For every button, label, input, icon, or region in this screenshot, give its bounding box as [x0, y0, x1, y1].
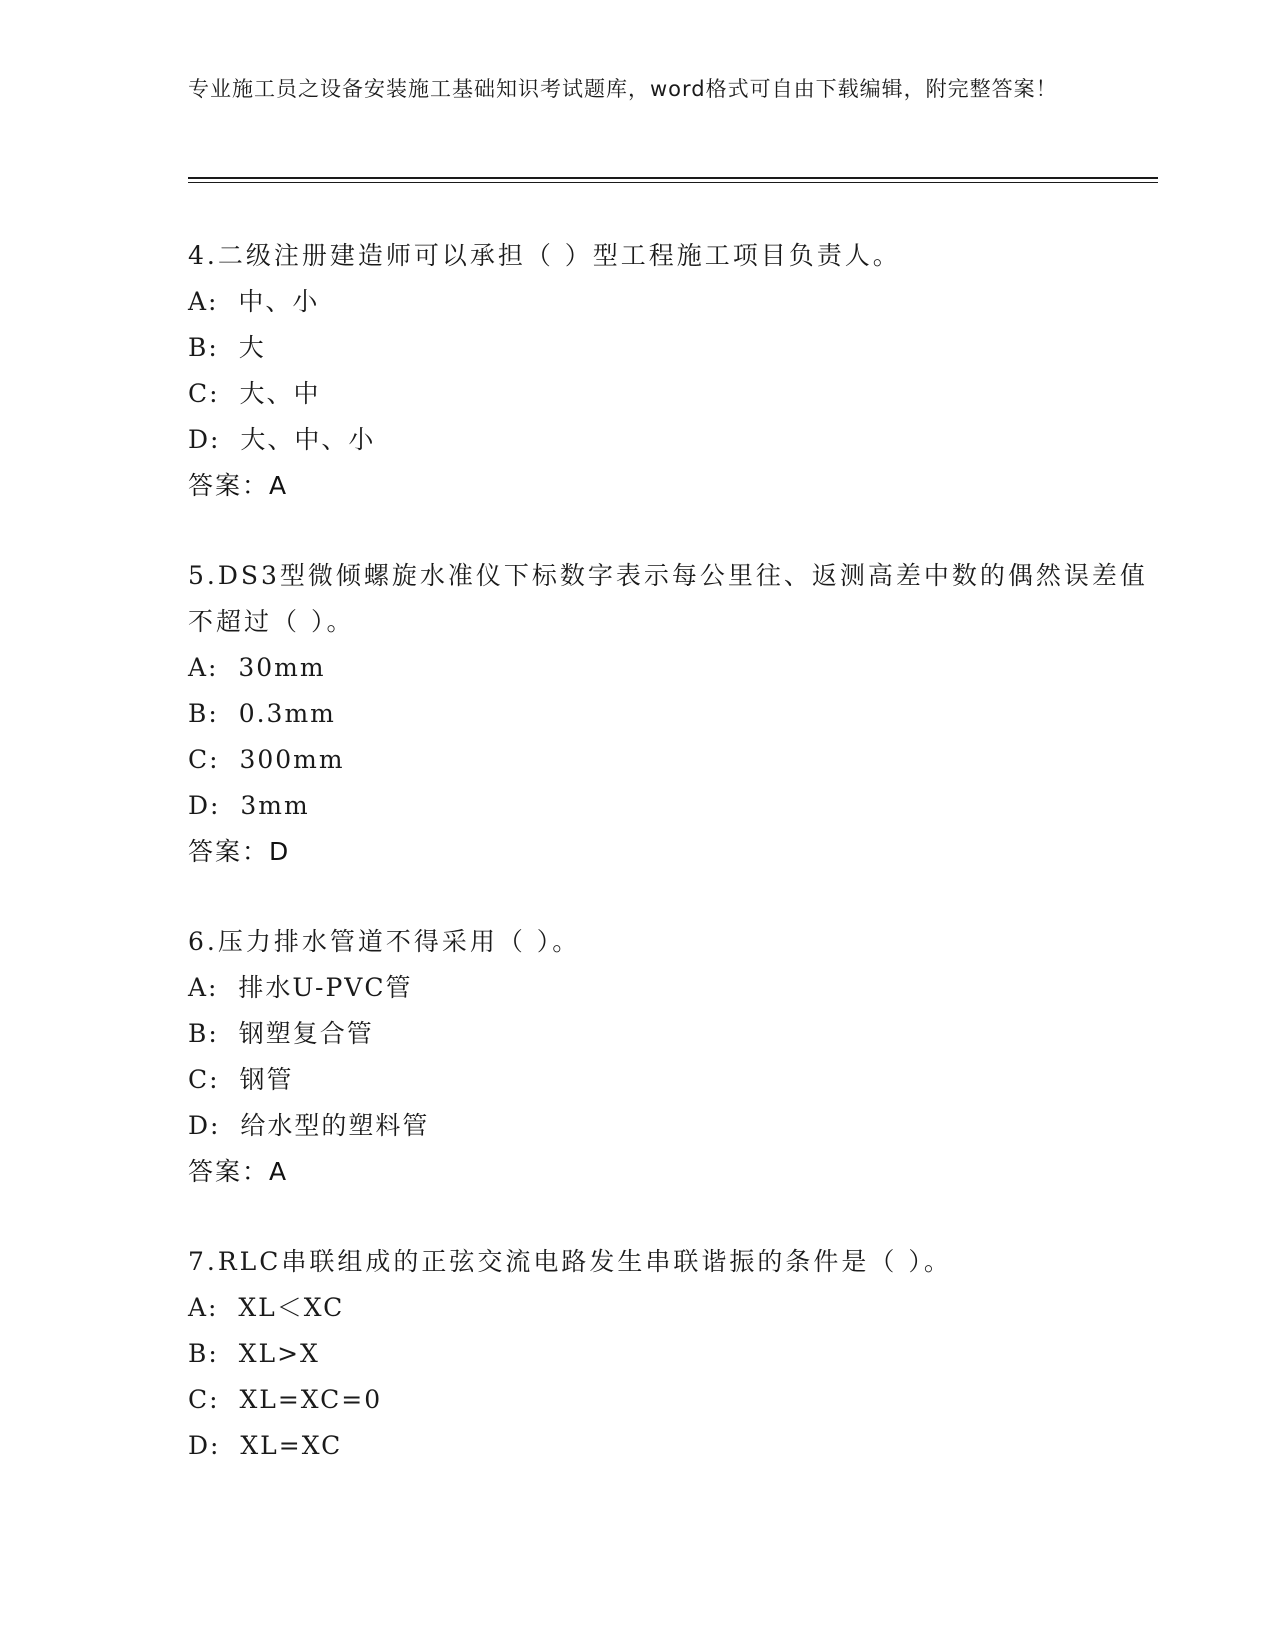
header-divider-thin: [188, 182, 1158, 183]
option-d: D: 3mm: [188, 791, 310, 820]
option-c: C: 大、中: [188, 379, 321, 408]
question-4: [188, 233, 1148, 509]
option-b: B: 0.3mm: [188, 699, 336, 728]
answer-line: 答案：A: [188, 1157, 289, 1186]
question-6: [188, 919, 1148, 1195]
option-c: C: XL=XC=0: [188, 1385, 383, 1414]
option-c: C: 300mm: [188, 745, 345, 774]
question-stem: 5.DS3型微倾螺旋水准仪下标数字表示每公里往、返测高差中数的偶然误差值不超过（ ）。: [188, 561, 1148, 636]
question-7: [188, 1239, 1148, 1469]
question-5: [188, 553, 1148, 875]
option-d: D: 给水型的塑料管: [188, 1111, 430, 1140]
option-b: B: 大: [188, 333, 266, 362]
answer-line: 答案：D: [188, 837, 291, 866]
option-a: A: XL＜XC: [188, 1293, 345, 1322]
question-stem: 6.压力排水管道不得采用（ ）。: [188, 927, 581, 956]
answer-line: 答案：A: [188, 471, 289, 500]
option-c: C: 钢管: [188, 1065, 294, 1094]
question-stem: 7.RLC串联组成的正弦交流电路发生串联谐振的条件是（ ）。: [188, 1247, 952, 1276]
option-d: D: XL=XC: [188, 1431, 343, 1460]
option-a: A: 排水U-PVC管: [188, 973, 413, 1002]
document-header: 专业施工员之设备安装施工基础知识考试题库，word格式可自由下载编辑，附完整答案！: [188, 77, 1058, 101]
option-b: B: XL>X: [188, 1339, 320, 1368]
option-b: B: 钢塑复合管: [188, 1019, 374, 1048]
question-list: [188, 233, 1148, 1513]
option-a: A: 30mm: [188, 653, 326, 682]
question-stem: 4.二级注册建造师可以承担（ ）型工程施工项目负责人。: [188, 241, 901, 270]
option-a: A: 中、小: [188, 287, 320, 316]
option-d: D: 大、中、小: [188, 425, 376, 454]
header-divider-thick: [188, 177, 1158, 179]
